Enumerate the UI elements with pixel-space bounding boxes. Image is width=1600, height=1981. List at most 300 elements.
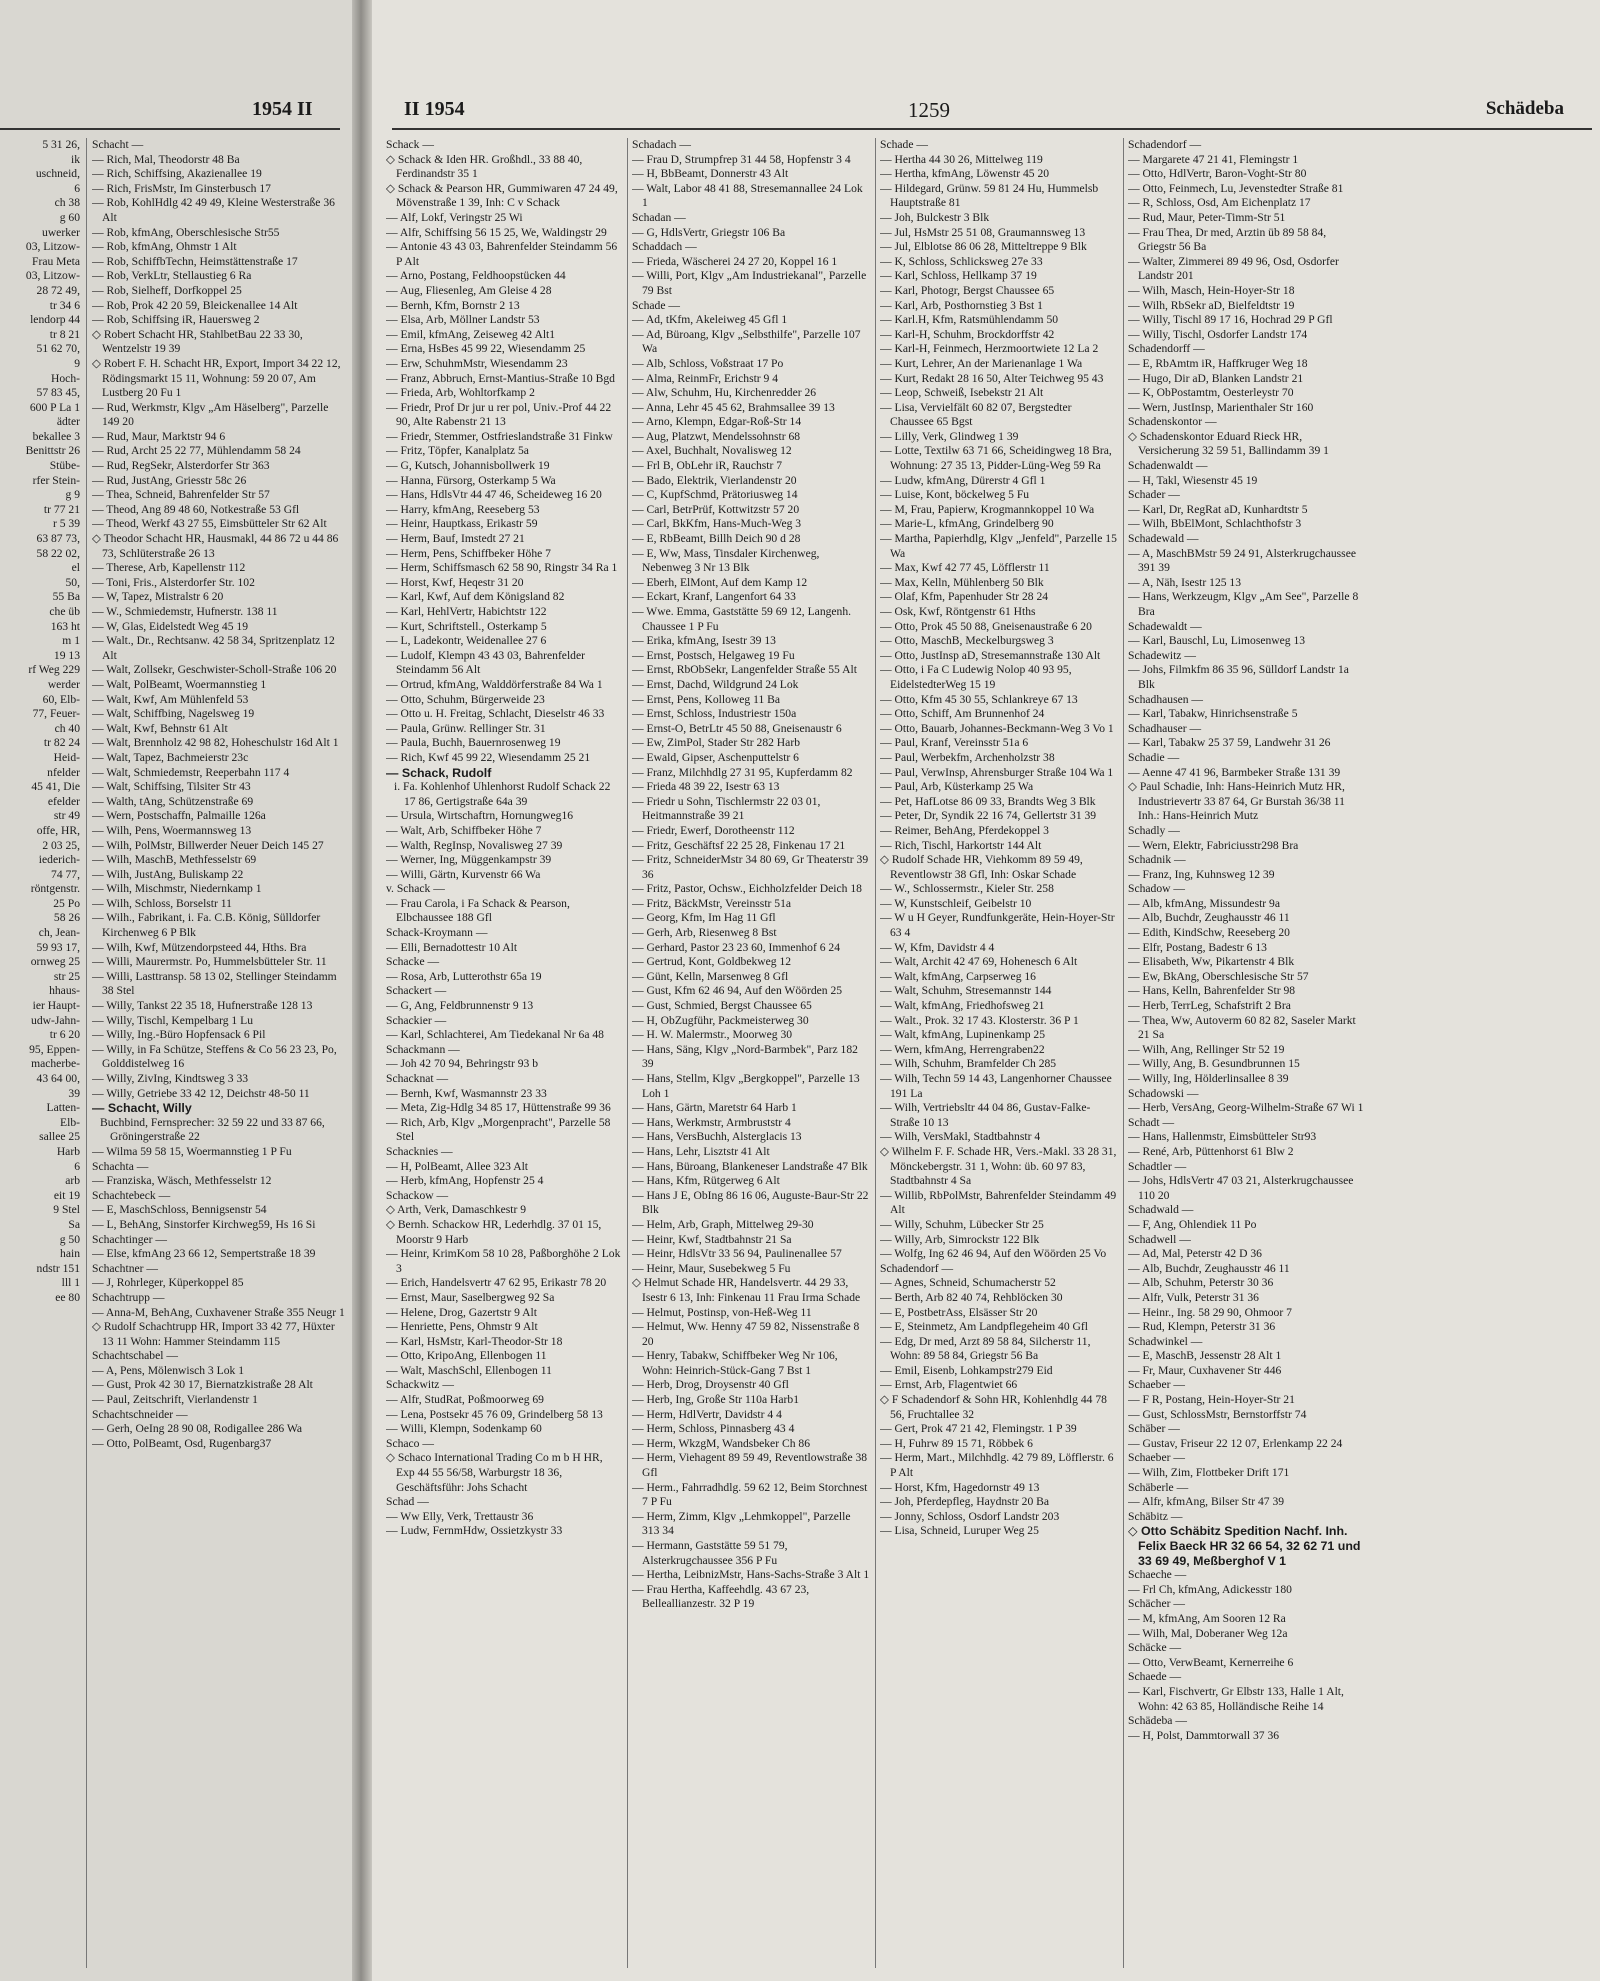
header-rule [0,128,340,130]
column-rule [627,138,628,1968]
directory-entry: — Ernst, Maur, Saselbergweg 92 Sa [386,1290,555,1304]
directory-entry: Schadow — [1128,882,1185,896]
cut-off-text-fragment: ee 80 [55,1290,80,1304]
directory-entry: — Helmut, Ww. Henny 47 59 82, Nissenstraße 8 20 [632,1320,860,1348]
directory-entry: — Alb, Schloss, Voßstraat 17 Po [632,356,784,370]
directory-entry: — Wilh, Vertriebsltr 44 04 86, Gustav-Falke-Straße 10 13 [880,1101,1091,1129]
directory-entry: — G, Kutsch, Johannisbollwerk 19 [386,459,550,473]
cut-off-text-fragment: Latten- [46,1101,80,1115]
cut-off-text-fragment: 58 26 [53,911,80,925]
directory-entry: Schadendorf — [880,1261,954,1275]
page-number: 1259 [908,98,950,122]
directory-entry: — Erich, Handelsvertr 47 62 95, Erikastr 78 20 [386,1276,607,1290]
cut-off-text-fragment: tr 34 6 [49,298,80,312]
directory-entry: — Hans, VersBuchh, Alsterglacis 13 [632,1130,802,1144]
cut-off-text-fragment: tr 77 21 [43,502,80,516]
cut-off-text-fragment: ornweg 25 [30,955,80,969]
directory-entry: — Friedr, Ewerf, Dorotheenstr 112 [632,823,795,837]
cut-off-text-fragment: g 50 [59,1232,80,1246]
left-edge-fragments [0,138,80,1971]
directory-entry: — Hanna, Fürsorg, Osterkamp 5 Wa [386,473,556,487]
cut-off-text-fragment: 63 87 73, [36,532,80,546]
directory-entry: Schachtinger — [92,1232,168,1246]
directory-entry: — Joh 42 70 94, Behringstr 93 b [386,1057,539,1071]
directory-entry: — Otto, Feinmech, Lu, Jevenstedter Straße 81 [1128,181,1344,195]
left-page-header: 1954 II [252,98,313,120]
directory-entry: — Walt, PolBeamt, Woermannstieg 1 [92,677,267,691]
directory-entry: ◇ F Schadendorf & Sohn HR, Kohlenhdlg 44 78 56, Fruchtallee 32 [880,1393,1107,1421]
directory-entry: — Rich, Mal, Theodorstr 48 Ba [92,152,240,166]
directory-entry: ◇ Robert F. H. Schacht HR, Export, Import 34 22 12, Rödingsmarkt 15 11, Wohnung: 59 20 07, Am Lustberg 20 Fu 1 [92,356,341,400]
directory-entry: — Anna-M, BehAng, Cuxhavener Straße 355 Neugr 1 [92,1305,345,1319]
directory-entry: ◇ Arth, Verk, Damaschkestr 9 [386,1203,527,1217]
directory-entry: — Karl, Tabakw 25 37 59, Landwehr 31 26 [1128,736,1331,750]
directory-entry: — Arno, Postang, Feldhoopstücken 44 [386,269,566,283]
directory-entry: ◇ Schaco International Trading Co m b H HR, Exp 44 55 56/58, Warburgstr 18 36, Geschäftsführ: Johs Schacht [386,1451,603,1494]
directory-entry: Schachtschneider — [92,1407,188,1421]
directory-entry: — Friedr, Stemmer, Ostfrieslandstraße 31 Finkw [386,429,613,443]
directory-entry: — Wilh, MaschB, Methfesselstr 69 [92,853,257,867]
header-keyword: Schädeba [1485,98,1564,119]
directory-entry: — Hildegard, Grünw. 59 81 24 Hu, Hummelsb Hauptstraße 81 [880,181,1099,210]
directory-entry: — Luise, Kont, böckelweg 5 Fu [880,488,1030,502]
directory-entry: — Rich, FrisMstr, Im Ginsterbusch 17 [92,181,271,195]
directory-entry: — Carl, BetrPrüf, Kottwitzstr 57 20 [632,502,800,516]
directory-entry: — Berth, Arb 82 40 74, Rehblöcken 30 [880,1290,1063,1304]
directory-entry: — W, Kunstschleif, Geibelstr 10 [880,896,1032,910]
directory-entry: — Willib, RbPolMstr, Bahrenfelder Steindamm 49 Alt [880,1188,1117,1217]
cut-off-text-fragment: tr 82 24 [43,736,80,750]
directory-entry: Schadach — [632,138,691,151]
directory-entry: — Hans, Werkzeugm, Klgv „Am See", Parzelle 8 Bra [1128,590,1359,618]
directory-entry: Schade — [632,298,680,312]
directory-entry: — Walt, Kwf, Am Mühlenfeld 53 [92,692,249,706]
directory-entry: — Emil, kfmAng, Zeiseweg 42 Alt1 [386,327,556,341]
directory-entry: — Otto, HdlVertr, Baron-Voght-Str 80 [1128,167,1307,181]
directory-entry: — E, Steinmetz, Am Landpflegeheim 40 Gfl [880,1320,1088,1334]
directory-entry: — Alb, Schuhm, Peterstr 30 36 [1128,1276,1274,1290]
directory-entry: — Rud, Archt 25 22 77, Mühlendamm 58 24 [92,444,301,458]
cut-off-text-fragment: 6 [74,181,80,195]
directory-entry: — E, Ww, Mass, Tinsdaler Kirchenweg, Nebenweg 3 Nr 13 Blk [632,546,820,575]
directory-entry: — Herm, HdlVertr, Davidstr 4 4 [632,1407,782,1421]
directory-entry: — Wilh, Kwf, Mützendorpsteed 44, Hths. Bra [92,940,307,954]
directory-entry: — Frieda 48 39 22, Isestr 63 13 [632,780,780,794]
directory-entry: — F R, Postang, Hein-Hoyer-Str 21 [1128,1393,1295,1407]
directory-entry: — Walt, MaschSchl, Ellenbogen 11 [386,1363,552,1377]
directory-entry: Schadewitz — [1128,648,1196,662]
cut-off-text-fragment: hain [60,1247,80,1261]
directory-entry: Schackier — [386,1013,447,1027]
directory-entry: — Meta, Zig-Hdlg 34 85 17, Hüttenstraße 99 36 [386,1101,611,1115]
directory-entry: — Wilh, Ang, Rellinger Str 52 19 [1128,1042,1285,1056]
cut-off-text-fragment: bekallee 3 [32,429,80,443]
directory-entry: — Karl, Arb, Posthornstieg 3 Bst 1 [880,298,1043,312]
directory-entry: — Walt, Schiffsing, Tilsiter Str 43 [92,780,251,794]
directory-entry: — Thea, Schneid, Bahrenfelder Str 57 [92,488,270,502]
directory-entry: — Wilh, JustAng, Buliskamp 22 [92,867,244,881]
directory-entry: — Ww Elly, Verk, Trettaustr 36 [386,1509,534,1523]
directory-entry: Schachtrupp — [92,1290,165,1304]
directory-entry: — Karl-H, Feinmech, Herzmoortwiete 12 La 2 [880,342,1099,356]
directory-entry: — Wilh, Zim, Flottbeker Drift 171 [1128,1466,1290,1480]
directory-entry: — Willy, in Fa Schütze, Steffens & Co 56 23 23, Po, Golddistelweg 16 [92,1042,337,1071]
cut-off-text-fragment: uwerker [42,225,80,239]
directory-entry: — Willy, Getriebe 33 42 12, Deichstr 48-50 11 [92,1086,310,1100]
directory-entry: — Herm, Bauf, Imstedt 27 21 [386,532,525,546]
directory-entry: — Hans J E, ObIng 86 16 06, Auguste-Baur-Str 22 Blk [632,1188,869,1217]
right-page-header-left: II 1954 [404,98,465,120]
directory-entry: ◇ Wilhelm F. F. Schade HR, Vers.-Makl. 33 28 31, Mönckebergstr. 31 1, Wohn: üb. 60 97 83, Stadtbahnstr 4 Sa [880,1144,1117,1188]
directory-entry: — H, BbBeamt, Donnerstr 43 Alt [632,167,789,181]
directory-entry: — Herm., Fahrradhdlg. 59 62 12, Beim Storchnest 7 P Fu [632,1480,868,1509]
directory-entry: — Friedr u Sohn, Tischlermstr 22 03 01, Heitmannstraße 39 21 [632,794,821,823]
directory-entry: — Herm, Schloss, Pinnasberg 43 4 [632,1422,795,1436]
directory-entry: — Gustav, Friseur 22 12 07, Erlenkamp 22 24 [1128,1436,1343,1450]
directory-entry: — Rich, Kwf 45 99 22, Wiesendamm 25 21 [386,750,591,764]
directory-entry: — Rud, Werkmstr, Klgv „Am Häselberg", Parzelle 149 20 [92,400,329,429]
directory-entry: — Karl, Photogr, Bergst Chaussee 65 [880,283,1055,297]
directory-entry: ◇ Robert Schacht HR, StahlbetBau 22 33 30, Wentzelstr 19 39 [92,327,303,356]
cut-off-text-fragment: 50, [65,575,80,589]
directory-entry: — Walt., Dr., Rechtsanw. 42 58 34, Spritzenplatz 12 Alt [92,634,335,662]
directory-entry: — Anna, Lehr 45 45 62, Brahmsallee 39 13 [632,400,835,414]
directory-entry: — Frl Ch, kfmAng, Adickesstr 180 [1128,1582,1292,1596]
directory-entry: — Theod, Ang 89 48 60, Notkestraße 53 Gfl [92,502,300,516]
directory-entry: — Fritz, Pastor, Ochsw., Eichholzfelder Deich 18 [632,882,862,896]
directory-entry: — Wolfg, Ing 62 46 94, Auf den Wöörden 25 Vo [880,1247,1107,1261]
cut-off-text-fragment: uschneid, [35,167,80,181]
directory-entry: — Hugo, Dir aD, Blanken Landstr 21 [1128,371,1304,385]
directory-entry: — Hans, Kfm, Rütgerweg 6 Alt [632,1174,780,1188]
directory-entry: Schädeba — [1128,1714,1187,1728]
cut-off-text-fragment: arb [65,1174,80,1188]
directory-entry: — Willi, Lasttransp. 58 13 02, Stellinger Steindamm 38 Stel [92,969,337,998]
directory-entry: — Karl, HehlVertr, Habichtstr 122 [386,605,547,618]
directory-entry: — Ernst, RbObSekr, Langenfelder Straße 55 Alt [632,663,857,677]
directory-entry: — Edith, KindSchw, Reeseberg 20 [1128,926,1290,940]
directory-entry: ◇ Rudolf Schade HR, Viehkomm 89 59 49, Reventlowstr 38 Gfl, Inh: Oskar Schade [880,853,1083,881]
cut-off-text-fragment: 39 [68,1086,80,1100]
directory-entry: — Fritz, Töpfer, Kanalplatz 5a [386,444,529,458]
directory-entry: — Ad, Büroang, Klgv „Selbsthilfe", Parzelle 107 Wa [632,327,861,356]
directory-entry: — Rob, KohlHdlg 42 49 49, Kleine Westerstraße 36 Alt [92,196,335,224]
directory-entry: — Franz, Milchhdlg 27 31 95, Kupferdamm 82 [632,765,853,779]
directory-entry: — Margarete 47 21 41, Flemingstr 1 [1128,152,1299,166]
directory-entry: — J, Rohrleger, Küperkoppel 85 [92,1276,244,1290]
directory-entry: Schack — [386,138,434,151]
directory-entry: Schadenskontor — [1128,415,1217,429]
cut-off-text-fragment: 95, Eppen- [29,1042,80,1056]
directory-entry: — Gust, Kfm 62 46 94, Auf den Wöörden 25 [632,984,843,998]
directory-entry: — Walt, Labor 48 41 88, Stresemannallee 24 Lok 1 [632,181,863,210]
cut-off-text-fragment: macherbe- [31,1057,80,1071]
directory-entry: — H. W. Malermstr., Moorweg 30 [632,1028,793,1042]
cut-off-text-fragment: ädter [56,415,80,429]
directory-entry: — Willy, Schuhm, Lübecker Str 25 [880,1217,1044,1231]
directory-entry: Schadhauser — [1128,721,1202,735]
directory-column-3 [880,138,1118,1971]
directory-entry: — Willy, Ing, Hölderlinsallee 8 39 [1128,1072,1289,1085]
directory-entry: Schacke — [386,955,440,969]
directory-entry: — Walt, Schuhm, Stresemannstr 144 [880,984,1052,998]
directory-entry: — Ernst, Pens, Kolloweg 11 Ba [632,692,781,706]
directory-entry: — Elsa, Arb, Möllner Landstr 53 [386,313,540,327]
directory-entry: — Willy, ZivIng, Kindtsweg 3 33 [92,1072,249,1085]
directory-entry: — Bernh, Kfm, Bornstr 2 13 [386,298,520,312]
directory-entry: — Eckart, Kranf, Langenfort 64 33 [632,590,796,604]
directory-entry: Schacknat — [386,1072,449,1085]
directory-entry: — Heinr, Hauptkass, Erikastr 59 [386,517,538,531]
cut-off-text-fragment: werder [47,677,80,691]
directory-entry: — Frau Thea, Dr med, Arztin üb 89 58 84, Griegstr 56 Ba [1128,225,1327,254]
directory-entry: — Karl, HsMstr, Karl-Theodor-Str 18 [386,1334,563,1348]
directory-entry: — Walt, Tapez, Bachmeierstr 23c [92,750,249,764]
directory-entry: — Wilh, VersMakl, Stadtbahnstr 4 [880,1130,1041,1144]
directory-entry: Schachta — [92,1159,149,1173]
directory-entry: — Karl, Fischvertr, Gr Elbstr 133, Halle 1 Alt, Wohn: 42 63 85, Holländische Reihe 14 [1128,1684,1344,1713]
directory-entry: Schackert — [386,984,447,998]
cut-off-text-fragment: Stübe- [49,459,80,473]
directory-entry: — Willy, Tischl, Osdorfer Landstr 174 [1128,327,1308,341]
directory-entry: — Paula, Buchh, Bauernrosenweg 19 [386,736,561,750]
directory-entry: — L, Ladekontr, Weidenallee 27 6 [386,634,547,648]
directory-entry: — Otto, i Fa C Ludewig Nolop 40 93 95, EidelstedterWeg 15 19 [880,663,1072,691]
directory-entry: — Alfr, StudRat, Poßmoorweg 69 [386,1393,544,1407]
directory-entry: — Reimer, BehAng, Pferdekoppel 3 [880,823,1049,837]
directory-entry: — Bernh, Kwf, Wasmannstr 23 33 [386,1086,547,1100]
directory-entry: Schadwald — [1128,1203,1194,1217]
directory-entry: — Eberh, ElMont, Auf dem Kamp 12 [632,575,808,589]
directory-entry: — Herm, Zimm, Klgv „Lehmkoppel", Parzelle 313 34 [632,1509,851,1538]
directory-entry: — Ernst, Dachd, Wildgrund 24 Lok [632,677,799,691]
directory-entry: — Werner, Ing, Müggenkampstr 39 [386,853,552,867]
directory-entry: — Frl B, ObLehr iR, Rauchstr 7 [632,459,783,473]
cut-off-text-fragment: 28 72 49, [36,283,80,297]
directory-entry: Schadowski — [1128,1086,1199,1100]
directory-entry: — Otto, Kfm 45 30 55, Schlankreye 67 13 [880,692,1078,706]
cut-off-text-fragment: 03, Litzow- [25,240,80,254]
directory-entry: — Gert, Prok 47 21 42, Flemingstr. 1 P 39 [880,1422,1077,1436]
directory-entry: — Lilly, Verk, Glindweg 1 39 [880,429,1019,443]
directory-entry: — Emil, Eisenb, Lohkampstr279 Eid [880,1363,1053,1377]
directory-entry: — Paul, Kranf, Vereinsstr 51a 6 [880,736,1029,750]
directory-entry: — Toni, Fris., Alsterdorfer Str. 102 [92,575,255,589]
directory-entry: — Walt, Brennholz 42 98 82, Hoheschulstr 16d Alt 1 [92,736,339,750]
directory-entry: — Lisa, Schneid, Luruper Weg 25 [880,1524,1039,1538]
directory-entry: ◇ Helmut Schade HR, Handelsvertr. 44 29 33, Isestr 6 13, Inh: Finkenau 11 Frau Irma Schade [632,1276,861,1304]
directory-column-2 [632,138,870,1971]
directory-entry: — Alfr, Vulk, Peterstr 31 36 [1128,1290,1259,1304]
directory-entry: — Frau D, Strumpfrep 31 44 58, Hopfenstr 3 4 [632,152,851,166]
directory-entry: — H, Takl, Wiesenstr 45 19 [1128,473,1258,487]
directory-entry: — Elfr, Postang, Badestr 6 13 [1128,940,1267,954]
directory-entry: — Wilh, Schuhm, Bramfelder Ch 285 [880,1057,1057,1071]
directory-entry: — Carl, BkKfm, Hans-Much-Weg 3 [632,517,802,531]
directory-entry: — Bado, Elektrik, Vierlandenstr 20 [632,473,797,487]
directory-entry: — Karl.H, Kfm, Ratsmühlendamm 50 [880,313,1059,327]
directory-entry: — Gust, Prok 42 30 17, Biernatzkistraße 28 Alt [92,1378,313,1392]
cut-off-text-fragment: 74 77, [51,867,80,881]
directory-entry: — Schacht, Willy [92,1101,192,1116]
directory-entry: — Rob, Sielheff, Dorfkoppel 25 [92,283,242,297]
cut-off-text-fragment: 51 62 70, [36,342,80,356]
directory-entry: — Hans, Kelln, Bahrenfelder Str 98 [1128,984,1296,998]
directory-entry: — Karl, Bauschl, Lu, Limosenweg 13 [1128,634,1306,648]
cut-off-text-fragment: ch 38 [54,196,80,210]
directory-entry: — Frieda, Arb, Wohltorfkamp 2 [386,386,535,400]
directory-entry: Schaco — [386,1436,434,1450]
directory-entry: — Walter, Zimmerei 89 49 96, Osd, Osdorfer Landstr 201 [1128,254,1339,283]
directory-entry: — Edg, Dr med, Arzt 89 58 84, Silcherstr 11, Wohn: 89 58 84, Griegstr 56 Ba [880,1334,1091,1363]
directory-entry: — Gerh, Arb, Riesenweg 8 Bst [632,926,777,940]
directory-entry: — Aenne 47 41 96, Barmbeker Straße 131 39 [1128,765,1341,779]
cut-off-text-fragment: 55 Ba [52,590,80,604]
directory-entry: — Otto, VerwBeamt, Kernerreihe 6 [1128,1655,1294,1669]
directory-entry: — Gust, SchlossMstr, Bernstorffstr 74 [1128,1407,1307,1421]
directory-entry: — Rob, SchiffbTechn, Heimstättenstraße 17 [92,254,298,268]
directory-entry: Schadtler — [1128,1159,1187,1173]
directory-entry: — Fr, Maur, Cuxhavener Str 446 [1128,1363,1282,1377]
cut-off-text-fragment: g 9 [65,488,80,502]
directory-entry: — Herm, Pens, Schiffbeker Höhe 7 [386,546,551,560]
directory-entry: — Wwe. Emma, Gaststätte 59 69 12, Langenh. Chaussee 1 P Fu [632,605,852,633]
cut-off-text-fragment: r 5 39 [52,517,80,531]
directory-entry: Buchbind, Fernsprecher: 32 59 22 und 33 87 66, Gröningerstraße 22 [100,1115,325,1144]
directory-entry: — Pet, HafLotse 86 09 33, Brandts Weg 3 Blk [880,794,1096,808]
directory-entry: Schadie — [1128,750,1180,764]
column-rule [1123,138,1124,1968]
directory-entry: — W, Tapez, Mistralstr 6 20 [92,590,224,604]
directory-entry: — Otto, Schiff, Am Brunnenhof 24 [880,707,1045,721]
directory-entry: — Paul, VerwInsp, Ahrensburger Straße 104 Wa 1 [880,765,1114,779]
directory-entry: Schachtner — [92,1261,158,1275]
directory-entry: — Willi, Port, Klgv „Am Industriekanal", Parzelle 79 Bst [632,269,867,297]
directory-entry: — H, PolBeamt, Allee 323 Alt [386,1159,529,1173]
cut-off-text-fragment: 2 03 25, [42,838,80,852]
directory-entry: — Wilh, Masch, Hein-Hoyer-Str 18 [1128,283,1295,297]
directory-entry: — Fritz, SchneiderMstr 34 80 69, Gr Theaterstr 39 36 [632,853,869,881]
directory-entry: — Joh, Bulckestr 3 Blk [880,210,990,224]
directory-entry: — Paula, Grünw. Rellinger Str. 31 [386,721,546,735]
directory-entry: — Peter, Dr, Syndik 22 16 74, Gellertstr 31 39 [880,809,1097,823]
directory-entry: — W, Glas, Eidelstedt Weg 45 19 [92,619,248,633]
left-page [0,0,352,1981]
directory-entry: — Hans, Büroang, Blankeneser Landstraße 47 Blk [632,1159,868,1173]
directory-entry: — Aug, Platzwt, Mendelssohnstr 68 [632,429,801,443]
cut-off-text-fragment: g 60 [59,210,80,224]
directory-entry: — Frieda, Wäscherei 24 27 20, Koppel 16 1 [632,254,838,268]
directory-entry: — Hans, Stellm, Klgv „Bergkoppel", Parzelle 13 Loh 1 [632,1072,860,1100]
directory-entry: — F, Ang, Ohlendiek 11 Po [1128,1217,1257,1231]
cut-off-text-fragment: 77, Feuer- [32,707,80,721]
directory-entry: — Ad, Mal, Peterstr 42 D 36 [1128,1247,1262,1261]
cut-off-text-fragment: 60, Elb- [42,692,80,706]
directory-entry: — Walt, kfmAng, Friedhofsweg 21 [880,999,1045,1013]
directory-entry: — Frau Carola, i Fa Schack & Pearson, Elbchaussee 188 Gfl [386,896,570,925]
directory-entry: — Otto, Schuhm, Bürgerweide 23 [386,692,545,706]
directory-entry: — Agnes, Schneid, Schumacherstr 52 [880,1276,1056,1290]
directory-entry: ◇ Schack & Pearson HR, Gummiwaren 47 24 49, Mövenstraße 1 39, Inh: C v Schack [386,181,618,210]
cut-off-text-fragment: 163 ht [50,619,80,633]
directory-entry: — Walt., Prok. 32 17 43. Klosterstr. 36 P 1 [880,1013,1079,1027]
cut-off-text-fragment: rf Weg 229 [28,663,80,677]
directory-entry: — C, KupfSchmd, Prätoriusweg 14 [632,488,798,502]
directory-entry: — Ad, tKfm, Akeleiweg 45 Gfl 1 [632,313,788,327]
directory-entry: — Otto u. H. Freitag, Schlacht, Dieselstr 46 33 [386,707,605,721]
directory-entry: Schäberle — [1128,1480,1189,1494]
directory-entry: — Rob, kfmAng, Oberschlesische Str55 [92,225,280,239]
cut-off-text-fragment: 57 83 45, [36,386,80,400]
directory-entry: — Heinr, KrimKom 58 10 28, Paßborghöhe 2 Lok 3 [386,1247,621,1275]
directory-entry: Schadenwaldt — [1128,459,1208,473]
directory-entry: — Wern, kfmAng, Herrengraben22 [880,1042,1045,1056]
directory-entry: ◇ Paul Schadie, Inh: Hans-Heinrich Mutz HR, Industrievertr 33 87 64, Gr Burstah 36/38 11 Inh.: Hans-Heinrich Mutz [1128,780,1345,823]
cut-off-text-fragment: m 1 [62,634,80,648]
directory-entry: Schacknies — [386,1144,453,1158]
directory-entry: — Helm, Arb, Graph, Mittelweg 29-30 [632,1217,814,1231]
directory-entry: — G, Ang, Feldbrunnenstr 9 13 [386,999,534,1013]
directory-entry: — Hans, Lehr, Lisztstr 41 Alt [632,1144,770,1158]
directory-column-4 [1128,138,1364,1971]
cut-off-text-fragment: Benittstr 26 [25,444,80,458]
directory-entry: — Willy, Tankst 22 35 18, Hufnerstraße 128 13 [92,999,313,1013]
directory-entry: — Kurt, Redakt 28 16 50, Alter Teichweg 95 43 [880,371,1104,385]
directory-entry: — Marie-L, kfmAng, Grindelberg 90 [880,517,1054,531]
directory-entry: — Walt, Schiffbing, Nagelsweg 19 [92,707,255,721]
directory-entry: Schad — [386,1495,429,1509]
directory-entry: — Wilh., Fabrikant, i. Fa. C.B. König, Sülldorfer Kirchenweg 6 P Blk [92,911,321,940]
directory-entry: — K, Schloss, Schlicksweg 27e 33 [880,254,1043,268]
directory-entry: — Alb, Buchdr, Zeughausstr 46 11 [1128,911,1290,925]
directory-entry: — Wilh, Mischmstr, Niedernkamp 1 [92,882,262,896]
directory-entry: — Ernst, Schloss, Industriestr 150a [632,707,797,721]
directory-entry: Schadewaldt — [1128,619,1202,633]
directory-entry: — Franz, Ing, Kuhnsweg 12 39 [1128,867,1275,881]
directory-entry: — Else, kfmAng 23 66 12, Sempertstraße 18 39 [92,1247,316,1261]
directory-entry: Schadwinkel — [1128,1334,1203,1348]
cut-off-text-fragment: el [71,561,80,575]
directory-entry: — Ew, ZimPol, Stader Str 282 Harb [632,736,800,750]
cut-off-text-fragment: röntgenstr. [30,882,80,896]
directory-entry: — Rich, Schiffsing, Akazienallee 19 [92,167,262,181]
directory-entry: — Hertha, kfmAng, Löwenstr 45 20 [880,167,1050,181]
directory-entry: — Otto, PolBeamt, Osd, Rugenbarg37 [92,1436,272,1450]
cut-off-text-fragment: Heid- [53,750,80,764]
directory-entry: Schadwell — [1128,1232,1191,1246]
directory-entry: — Georg, Kfm, Im Hag 11 Gfl [632,911,776,925]
directory-entry: — Joh, Pferdepfleg, Haydnstr 20 Ba [880,1495,1050,1509]
directory-entry: ◇ Rudolf Schachtrupp HR, Import 33 42 77, Hüxter 13 11 Wohn: Hammer Steindamm 115 [92,1320,335,1348]
cut-off-text-fragment: lll 1 [61,1276,80,1290]
cut-off-text-fragment: Frau Meta [32,254,80,268]
directory-entry: — Helmut, Postinsp, von-Heß-Weg 11 [632,1305,812,1319]
directory-entry: — Hans, Hallenmstr, Eimsbütteler Str93 [1128,1130,1317,1144]
directory-entry: — Max, Kelln, Mühlenberg 50 Blk [880,575,1044,589]
directory-entry: — H, ObZugführ, Packmeisterweg 30 [632,1013,809,1027]
directory-entry: — Theod, Werkf 43 27 55, Eimsbütteler Str 62 Alt [92,517,327,531]
directory-entry: — Rob, Schiffsing iR, Hauersweg 2 [92,313,260,327]
directory-entry: — Herb, Ing, Große Str 110a Harb1 [632,1393,799,1407]
directory-entry: — Ortrud, kfmAng, Walddörferstraße 84 Wa 1 [386,677,603,691]
directory-entry: — Ernst-O, BetrLtr 45 50 88, Gneisenaustr 6 [632,721,842,735]
directory-entry: — Hertha, LeibnizMstr, Hans-Sachs-Straße 3 Alt 1 [632,1568,870,1582]
directory-entry: — Hans, Gärtn, Maretstr 64 Harb 1 [632,1101,797,1115]
directory-entry: — Axel, Buchhalt, Novalisweg 12 [632,444,792,458]
directory-entry: — Walt, Schmiedemstr, Reeperbahn 117 4 [92,765,290,779]
directory-entry: — Wilh, PolMstr, Billwerder Neuer Deich 145 27 [92,838,324,852]
directory-entry: — Herm, Viehagent 89 59 49, Reventlowstraße 38 Gfl [632,1451,868,1480]
